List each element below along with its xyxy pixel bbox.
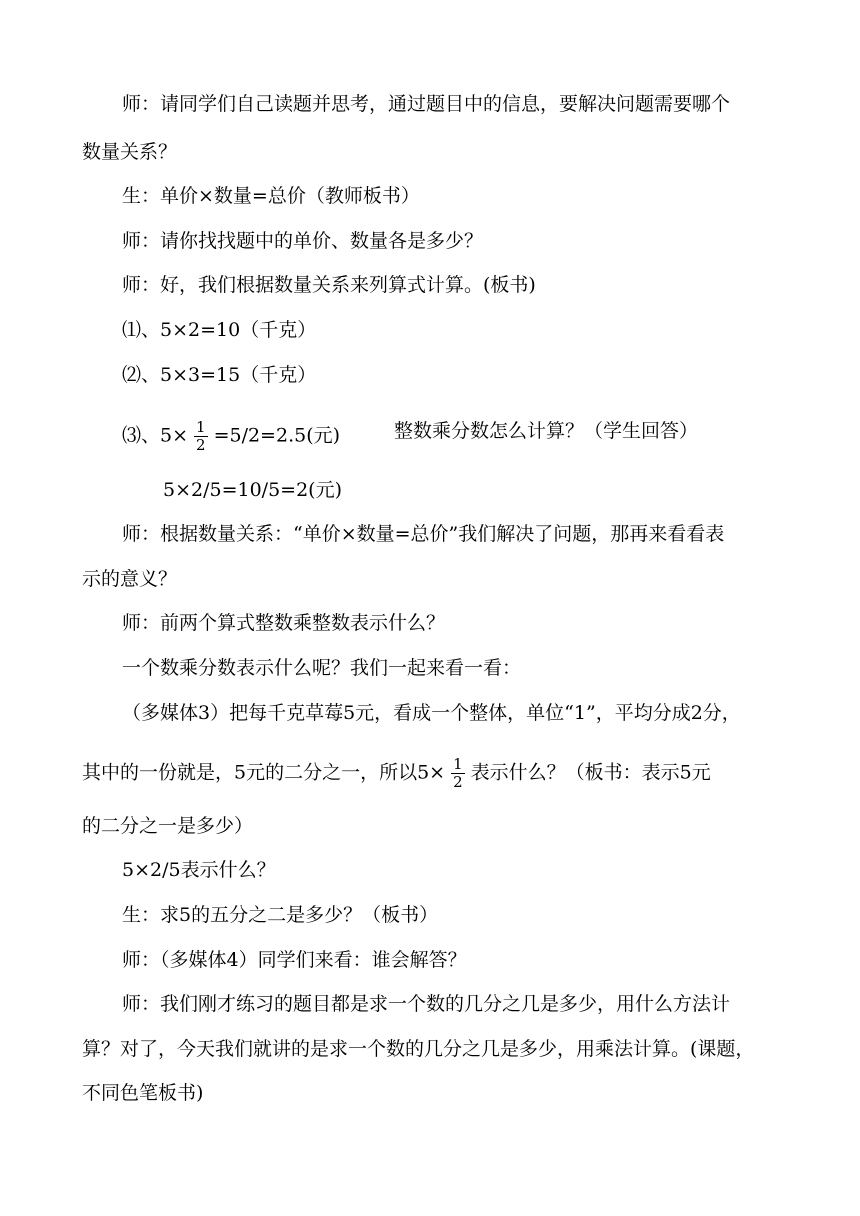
equation-line: ⑵、5×3=15（千克） bbox=[122, 364, 317, 386]
equation-line: ⑴、5×2=10（千克） bbox=[122, 319, 317, 341]
paragraph-line: 师：我们刚才练习的题目都是求一个数的几分之几是多少，用什么方法计 bbox=[122, 993, 731, 1015]
paragraph-line: 算？对了，今天我们就讲的是求一个数的几分之几是多少，用乘法计算。(课题， bbox=[82, 1038, 755, 1060]
fraction-numerator: 1 bbox=[453, 755, 463, 773]
fraction bbox=[451, 756, 465, 791]
paragraph-line: （多媒体3）把每千克草莓5元，看成一个整体，单位“1”，平均分成2分， bbox=[122, 702, 741, 724]
paragraph-line: 不同色笔板书) bbox=[82, 1082, 204, 1104]
text-suffix: 表示什么？（板书：表示5元 bbox=[470, 761, 711, 784]
equation-line-fraction bbox=[122, 419, 340, 454]
question-text: 整数乘分数怎么计算？（学生回答） bbox=[394, 420, 699, 442]
fraction bbox=[194, 419, 208, 454]
fraction-numerator: 1 bbox=[196, 418, 206, 436]
paragraph-line: 生：求5的五分之二是多少？（板书） bbox=[122, 904, 439, 926]
paragraph-line: 数量关系？ bbox=[82, 141, 178, 163]
paragraph-line: 生：单价×数量=总价（教师板书） bbox=[122, 185, 420, 207]
paragraph-line: 的二分之一是多少） bbox=[82, 815, 254, 837]
paragraph-line: 师：好，我们根据数量关系来列算式计算。(板书) bbox=[122, 274, 536, 296]
paragraph-line: 师：请你找找题中的单价、数量各是多少？ bbox=[122, 230, 484, 252]
fraction-denominator: 2 bbox=[196, 436, 206, 454]
equation-line: 5×2/5=10/5=2(元) bbox=[163, 479, 343, 501]
equation-prefix: ⑶、5× bbox=[122, 424, 189, 447]
paragraph-line: 师：前两个算式整数乘整数表示什么？ bbox=[122, 612, 446, 634]
paragraph-line: 师：（多媒体4）同学们来看：谁会解答？ bbox=[122, 949, 467, 971]
text-prefix: 其中的一份就是，5元的二分之一，所以5× bbox=[82, 761, 446, 784]
fraction-denominator: 2 bbox=[453, 773, 463, 791]
paragraph-line: 一个数乘分数表示什么呢？我们一起来看一看： bbox=[122, 657, 522, 679]
paragraph-line: 5×2/5表示什么？ bbox=[122, 859, 276, 881]
paragraph-line: 师：请同学们自己读题并思考，通过题目中的信息，要解决问题需要哪个 bbox=[122, 93, 731, 115]
paragraph-line: 示的意义？ bbox=[82, 568, 178, 590]
paragraph-line: 师：根据数量关系：“单价×数量=总价”我们解决了问题，那再来看看表 bbox=[122, 523, 725, 545]
paragraph-line-fraction bbox=[82, 756, 711, 791]
equation-suffix: =5/2=2.5(元) bbox=[213, 424, 341, 447]
